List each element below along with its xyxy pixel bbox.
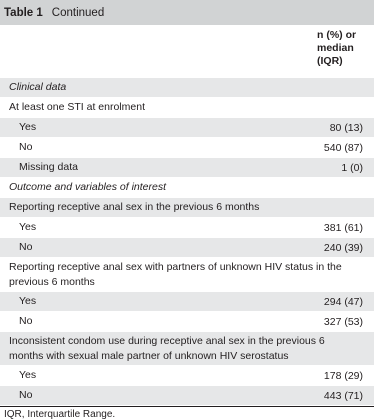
table-row [0,312,374,332]
row-label: Reporting receptive anal sex with partners of unknown HIV status in the previous 6 months [9,260,342,288]
variable-row [0,258,374,292]
column-header-line: (IQR) [317,55,343,67]
table-row [0,386,374,406]
column-header-value [317,29,356,68]
row-value: 443 (71) [323,389,363,402]
row-label: Reporting receptive anal sex in the previous 6 months [9,201,260,213]
row-value: 294 (47) [323,295,363,308]
row-label: Yes [19,369,37,381]
table-footnote: IQR, Interquartile Range. [4,409,116,420]
row-label: No [19,389,33,401]
row-label: No [19,241,33,253]
variable-row [0,98,374,118]
row-value: 80 (13) [329,121,363,134]
row-label: Yes [19,121,37,133]
row-label: Missing data [19,161,78,173]
row-label: No [19,315,33,327]
row-value: 240 (39) [323,241,363,254]
table-continued-label: Continued [51,6,105,19]
table-row [0,158,374,178]
row-label: Outcome and variables of interest [9,181,166,193]
row-value: 540 (87) [323,141,363,154]
row-value: 178 (29) [323,369,363,382]
row-label: Clinical data [9,81,67,93]
row-label: Yes [19,221,37,233]
table-row [0,238,374,258]
row-label: Inconsistent condom use during receptive anal sex in the previous 6 months with sexual male partner of unknown HIV serostatus [9,334,325,362]
table-row [0,118,374,138]
row-label: No [19,141,33,153]
column-header-line: n (%) or [317,29,357,41]
column-header-line: median [317,42,354,54]
variable-row [0,198,374,218]
section-row [0,78,374,98]
row-value: 381 (61) [323,221,363,234]
table-body [0,78,374,406]
table-row [0,366,374,386]
table-caption [0,0,374,25]
row-label: At least one STI at enrolment [9,101,145,113]
table-row [0,138,374,158]
row-value: 327 (53) [323,315,363,328]
column-header [0,25,374,78]
table-number: Table 1 [4,6,43,19]
table-row [0,292,374,312]
row-value: 1 (0) [341,161,363,174]
table-row [0,218,374,238]
variable-row [0,332,374,366]
row-label: Yes [19,295,37,307]
section-row [0,178,374,198]
